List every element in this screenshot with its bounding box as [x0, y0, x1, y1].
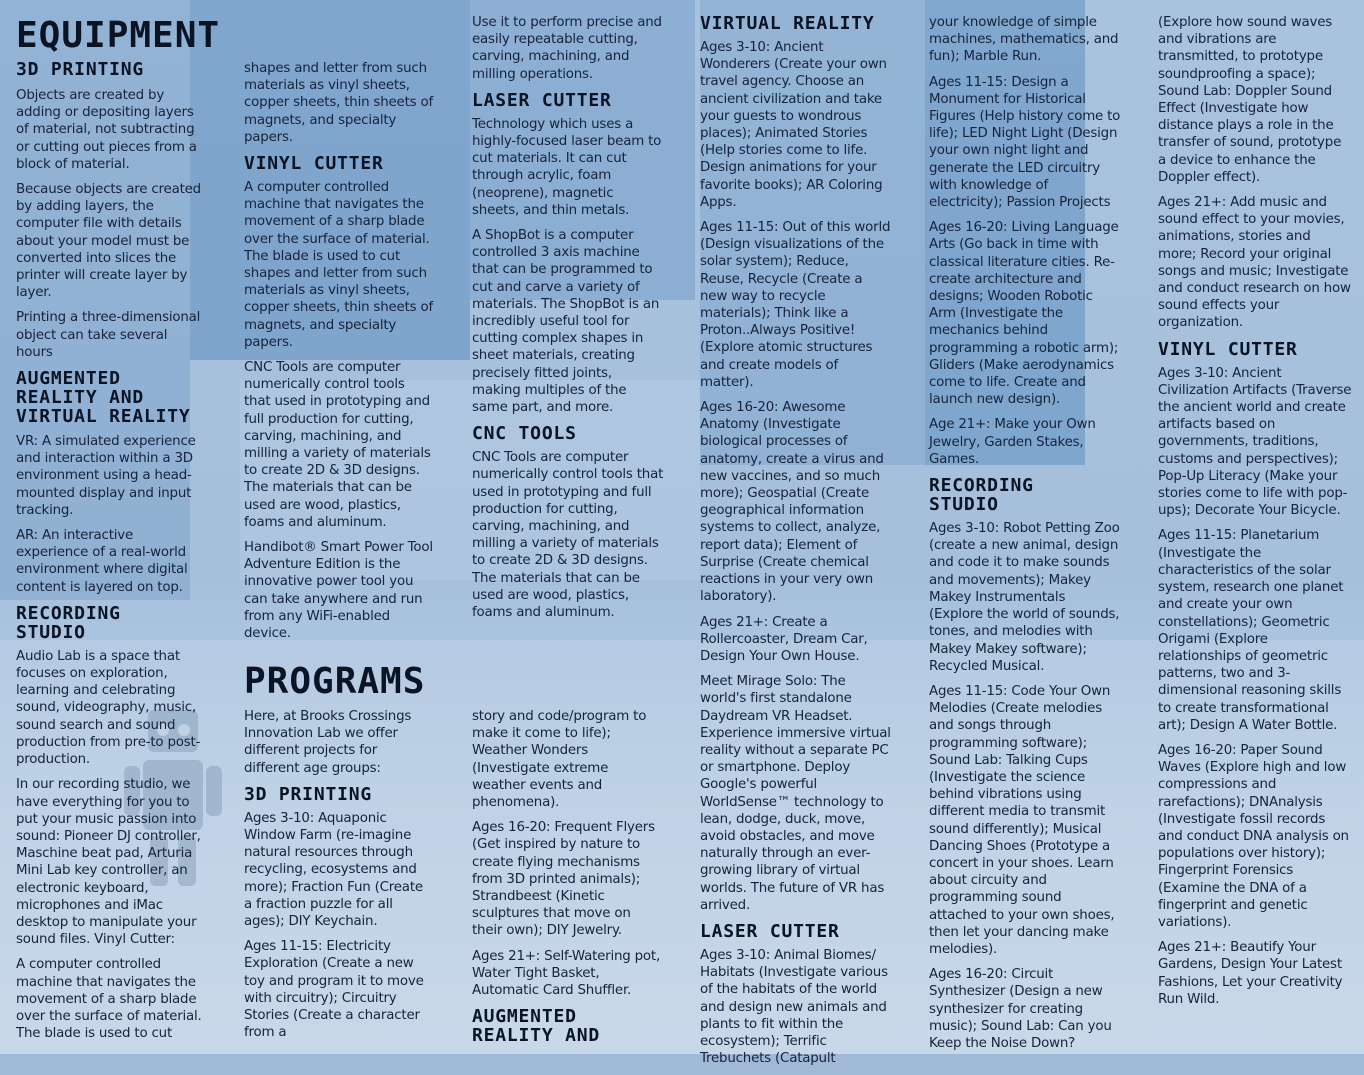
heading-laser-cutter: LASER CUTTER	[700, 920, 840, 942]
paragraph: CNC Tools are computer numerically control tools that used in prototyping and full production for cutting, carving, machining, and milling a variety of materials to create 2D & 3D designs. The materials that can be used are wood, plastics, foams and aluminum.	[244, 360, 431, 530]
paragraph: Ages 11-15: Planetarium (Investigate the characteristics of the solar system, research one planet and create your own constellations); Geometric Origami (Explore relationships of geometric patterns, two and 3-dimensional reasoning skills to create transformational art); Design A Water Bottle.	[1158, 528, 1344, 733]
paragraph: Ages 16-20: Circuit Synthesizer (Design a new synthesizer for creating music); Sound Lab: Can you Keep the Noise Down?	[929, 967, 1112, 1051]
paragraph: A computer controlled machine that navigates the movement of a sharp blade over the surface of material. The blade is used to cut	[16, 957, 202, 1042]
paragraph: Ages 11-15: Electricity Exploration (Create a new toy and program it to move with circuitry); Circuitry Stories (Create a character from a	[244, 939, 424, 1041]
heading-ar-vr: AUGMENTED REALITY AND VIRTUAL REALITY	[16, 368, 191, 428]
paragraph: Ages 21+: Self-Watering pot, Water Tight Basket, Automatic Card Shuffler.	[472, 948, 661, 999]
equipment-title: EQUIPMENT	[16, 15, 221, 56]
paragraph: CNC Tools are computer numerically control tools that used in prototyping and full production for cutting, carving, machining, and milling a variety of materials to create 2D & 3D designs. The materials that can be used are wood, plastics, foams and aluminum.	[472, 450, 664, 621]
column-3-programs	[472, 708, 664, 1051]
programs-title: PROGRAMS	[244, 661, 426, 702]
column-1	[16, 60, 206, 1050]
paragraph: A computer controlled machine that navigates the movement of a sharp blade over the surface of material. The blade is used to cut shapes and letter from such materials as vinyl sheets, copper sheets, thin sheets of magnets, and specialty papers.	[244, 180, 433, 350]
heading-ar: AUGMENTED REALITY AND	[472, 1006, 601, 1047]
paragraph: Ages 3-10: Aquaponic Window Farm (re-imagine natural resources through recycling, ecosystems and more); Fraction Fun (Create a fraction puzzle for all ages); DIY Keychain.	[244, 810, 423, 930]
column-2-programs	[244, 708, 434, 1049]
paragraph: Handibot® Smart Power Tool Adventure Edition is the innovative power tool you can take anywhere and run from any WiFi-enabled device.	[244, 540, 433, 642]
paragraph: Ages 3-10: Robot Petting Zoo (create a new animal, design and code it to make sounds and movements); Makey Makey Instrumentals (Explore the world of sounds, tones, and melodies with Makey Makey software); Recycled Musical.	[929, 521, 1120, 674]
paragraph: Here, at Brooks Crossings Innovation Lab we offer different projects for different age groups:	[244, 709, 412, 776]
paragraph: Ages 3-10: Ancient Wonderers (Create your own travel agency. Choose an ancient civilization and take your guests to wondrous places); Animated Stories (Help stories come to life. Design animations for your favorite books); AR Coloring Apps.	[700, 40, 887, 210]
paragraph: In our recording studio, we have everything for you to put your music passion into sound: Pioneer DJ controller, Maschine beat pad, Arturia Mini Lab key controller, an electronic keyboard, microphones and iMac desktop to manipulate your sound files. Vinyl Cutter:	[16, 777, 201, 948]
paragraph: AR: An interactive experience of a real-world environment where digital content is layered on top.	[16, 528, 188, 595]
column-4	[700, 14, 892, 1075]
column-5	[929, 14, 1123, 1060]
paragraph: Ages 11-15: Out of this world (Design visualizations of the solar system); Reduce, Reuse, Recycle (Create a new way to recycle materials); Think like a Proton..Always Positive! (Explore atomic structures and create models of matter).	[700, 220, 891, 390]
paragraph: Audio Lab is a space that focuses on exploration, learning and celebrating sound, videography, music, sound search and sound production from pre-to post-production.	[16, 648, 201, 768]
paragraph: Ages 16-20: Paper Sound Waves (Explore high and low compressions and rarefactions); DNAnalysis (Investigate fossil records and conduct DNA analysis on populations over history); Fingerprint Forensics (Examine the DNA of a fingerprint and genetic variations).	[1158, 742, 1349, 930]
paragraph: your knowledge of simple machines, mathematics, and fun); Marble Run.	[929, 15, 1119, 65]
paragraph: Ages 16-20: Frequent Flyers (Get inspired by nature to create flying mechanisms from 3D printed animals); Strandbeest (Kinetic sculptures that move on their own); DIY Jewelry.	[472, 820, 655, 939]
paragraph: Ages 11-15: Code Your Own Melodies (Create melodies and songs through programming software); Sound Lab: Talking Cups (Investigate the science behind vibrations using different media to transmit sound differently); Musical Dancing Shoes (Prototype a concert in your shoes. Learn about circuity and programming sound attached to your own shoes, then let your dancing make melodies).	[929, 683, 1115, 957]
paragraph: Ages 21+: Beautify Your Gardens, Design Your Latest Fashions, Let your Creativity Run Wild.	[1158, 940, 1343, 1007]
heading-vinyl-cutter: VINYL CUTTER	[244, 153, 384, 175]
heading-vinyl-cutter: VINYL CUTTER	[1158, 338, 1298, 360]
paragraph: (Explore how sound waves and vibrations are transmitted, to prototype soundproofing a space); Sound Lab: Doppler Sound Effect (Investigate how distance plays a role in the transfer of sound, prototype a device to enhance the Doppler effect).	[1158, 15, 1342, 185]
paragraph: Ages 21+: Add music and sound effect to your movies, animations, stories and more; Record your original songs and music; Investigate and conduct research on how sound effects your organization.	[1158, 195, 1351, 331]
paragraph: Ages 16-20: Awesome Anatomy (Investigate biological processes of anatomy, create a virus and new vaccines, and so much more); Geospatial (Create geographical information systems to collect, analyze, report data); Element of Surprise (Create chemical reactions in your very own laboratory).	[700, 400, 884, 605]
heading-laser-cutter: LASER CUTTER	[472, 89, 612, 111]
column-6	[1158, 14, 1352, 1016]
heading-recording-studio: RECORDING STUDIO	[929, 475, 1034, 516]
paragraph: Because objects are created by adding layers, the computer file with details about your model must be converted into slices the printer will create layer by layer.	[16, 182, 201, 301]
column-3	[472, 14, 664, 629]
heading-recording-studio: RECORDING STUDIO	[16, 602, 121, 643]
paragraph: Meet Mirage Solo: The world's first standalone Daydream VR Headset. Experience immersive virtual reality without a separate PC or smartphone. Deploy Google's powerful WorldSense™ technology to lean, dodge, duck, move, avoid obstacles, and move naturally through an ever-growing library of virtual worlds. The future of VR has arrived.	[700, 674, 891, 913]
paragraph: Ages 3-10: Ancient Civilization Artifacts (Traverse the ancient world and create artifacts based on governments, traditions, customs and perspectives); Pop-Up Literacy (Make your stories come to life with pop-ups); Decorate Your Bicycle.	[1158, 365, 1352, 519]
paragraph: Technology which uses a highly-focused laser beam to cut materials. It can cut through acrylic, foam (neoprene), magnetic sheets, and thin metals.	[472, 116, 662, 218]
heading-virtual-reality: VIRTUAL REALITY	[700, 13, 875, 34]
paragraph: Use it to perform precise and easily repeatable cutting, carving, machining, and milling operations.	[472, 15, 662, 82]
heading-3d-printing: 3D PRINTING	[16, 59, 145, 80]
paragraph: shapes and letter from such materials as vinyl sheets, copper sheets, thin sheets of magnets, and specialty papers.	[244, 61, 433, 145]
paragraph: Objects are created by adding or depositing layers of material, not subtracting or cutting out pieces from a block of material.	[16, 88, 197, 172]
paragraph: VR: A simulated experience and interaction within a 3D environment using a head-mounted display and input tracking.	[16, 434, 196, 518]
paragraph: story and code/program to make it come to life); Weather Wonders (Investigate extreme weather events and phenomena).	[472, 709, 647, 811]
paragraph: A ShopBot is a computer controlled 3 axis machine that can be programmed to cut and carve a variety of materials. The ShopBot is an incredibly useful tool for cutting complex shapes in sheet materials, creating precisely fitted joints, making multiples of the same part, and more.	[472, 228, 660, 416]
paragraph: Age 21+: Make your Own Jewelry, Garden Stakes, Games.	[929, 417, 1096, 467]
paragraph: Ages 16-20: Living Language Arts (Go back in time with classical literature cities. Re-create architecture and designs; Wooden Robotic Arm (Investigate the mechanics behind programming a robotic arm); Gliders (Make aerodynamics come to life. Create and launch new design).	[929, 220, 1119, 408]
heading-3d-printing: 3D PRINTING	[244, 783, 373, 805]
paragraph: Ages 21+: Create a Rollercoaster, Dream Car, Design Your Own House.	[700, 614, 868, 664]
column-2	[244, 60, 434, 650]
paragraph: Ages 11-15: Design a Monument for Historical Figures (Help history come to life); LED Night Light (Design your own night light and generate the LED circuitry with knowledge of electricity); Passion Projects	[929, 74, 1121, 211]
paragraph: Ages 3-10: Animal Biomes/ Habitats (Investigate various of the habitats of the world and design new animals and plants to fit within the ecosystem); Terrific Trebuchets (Catapult	[700, 947, 888, 1067]
paragraph: Printing a three-dimensional object can take several hours	[16, 310, 201, 360]
heading-cnc-tools: CNC TOOLS	[472, 423, 577, 445]
